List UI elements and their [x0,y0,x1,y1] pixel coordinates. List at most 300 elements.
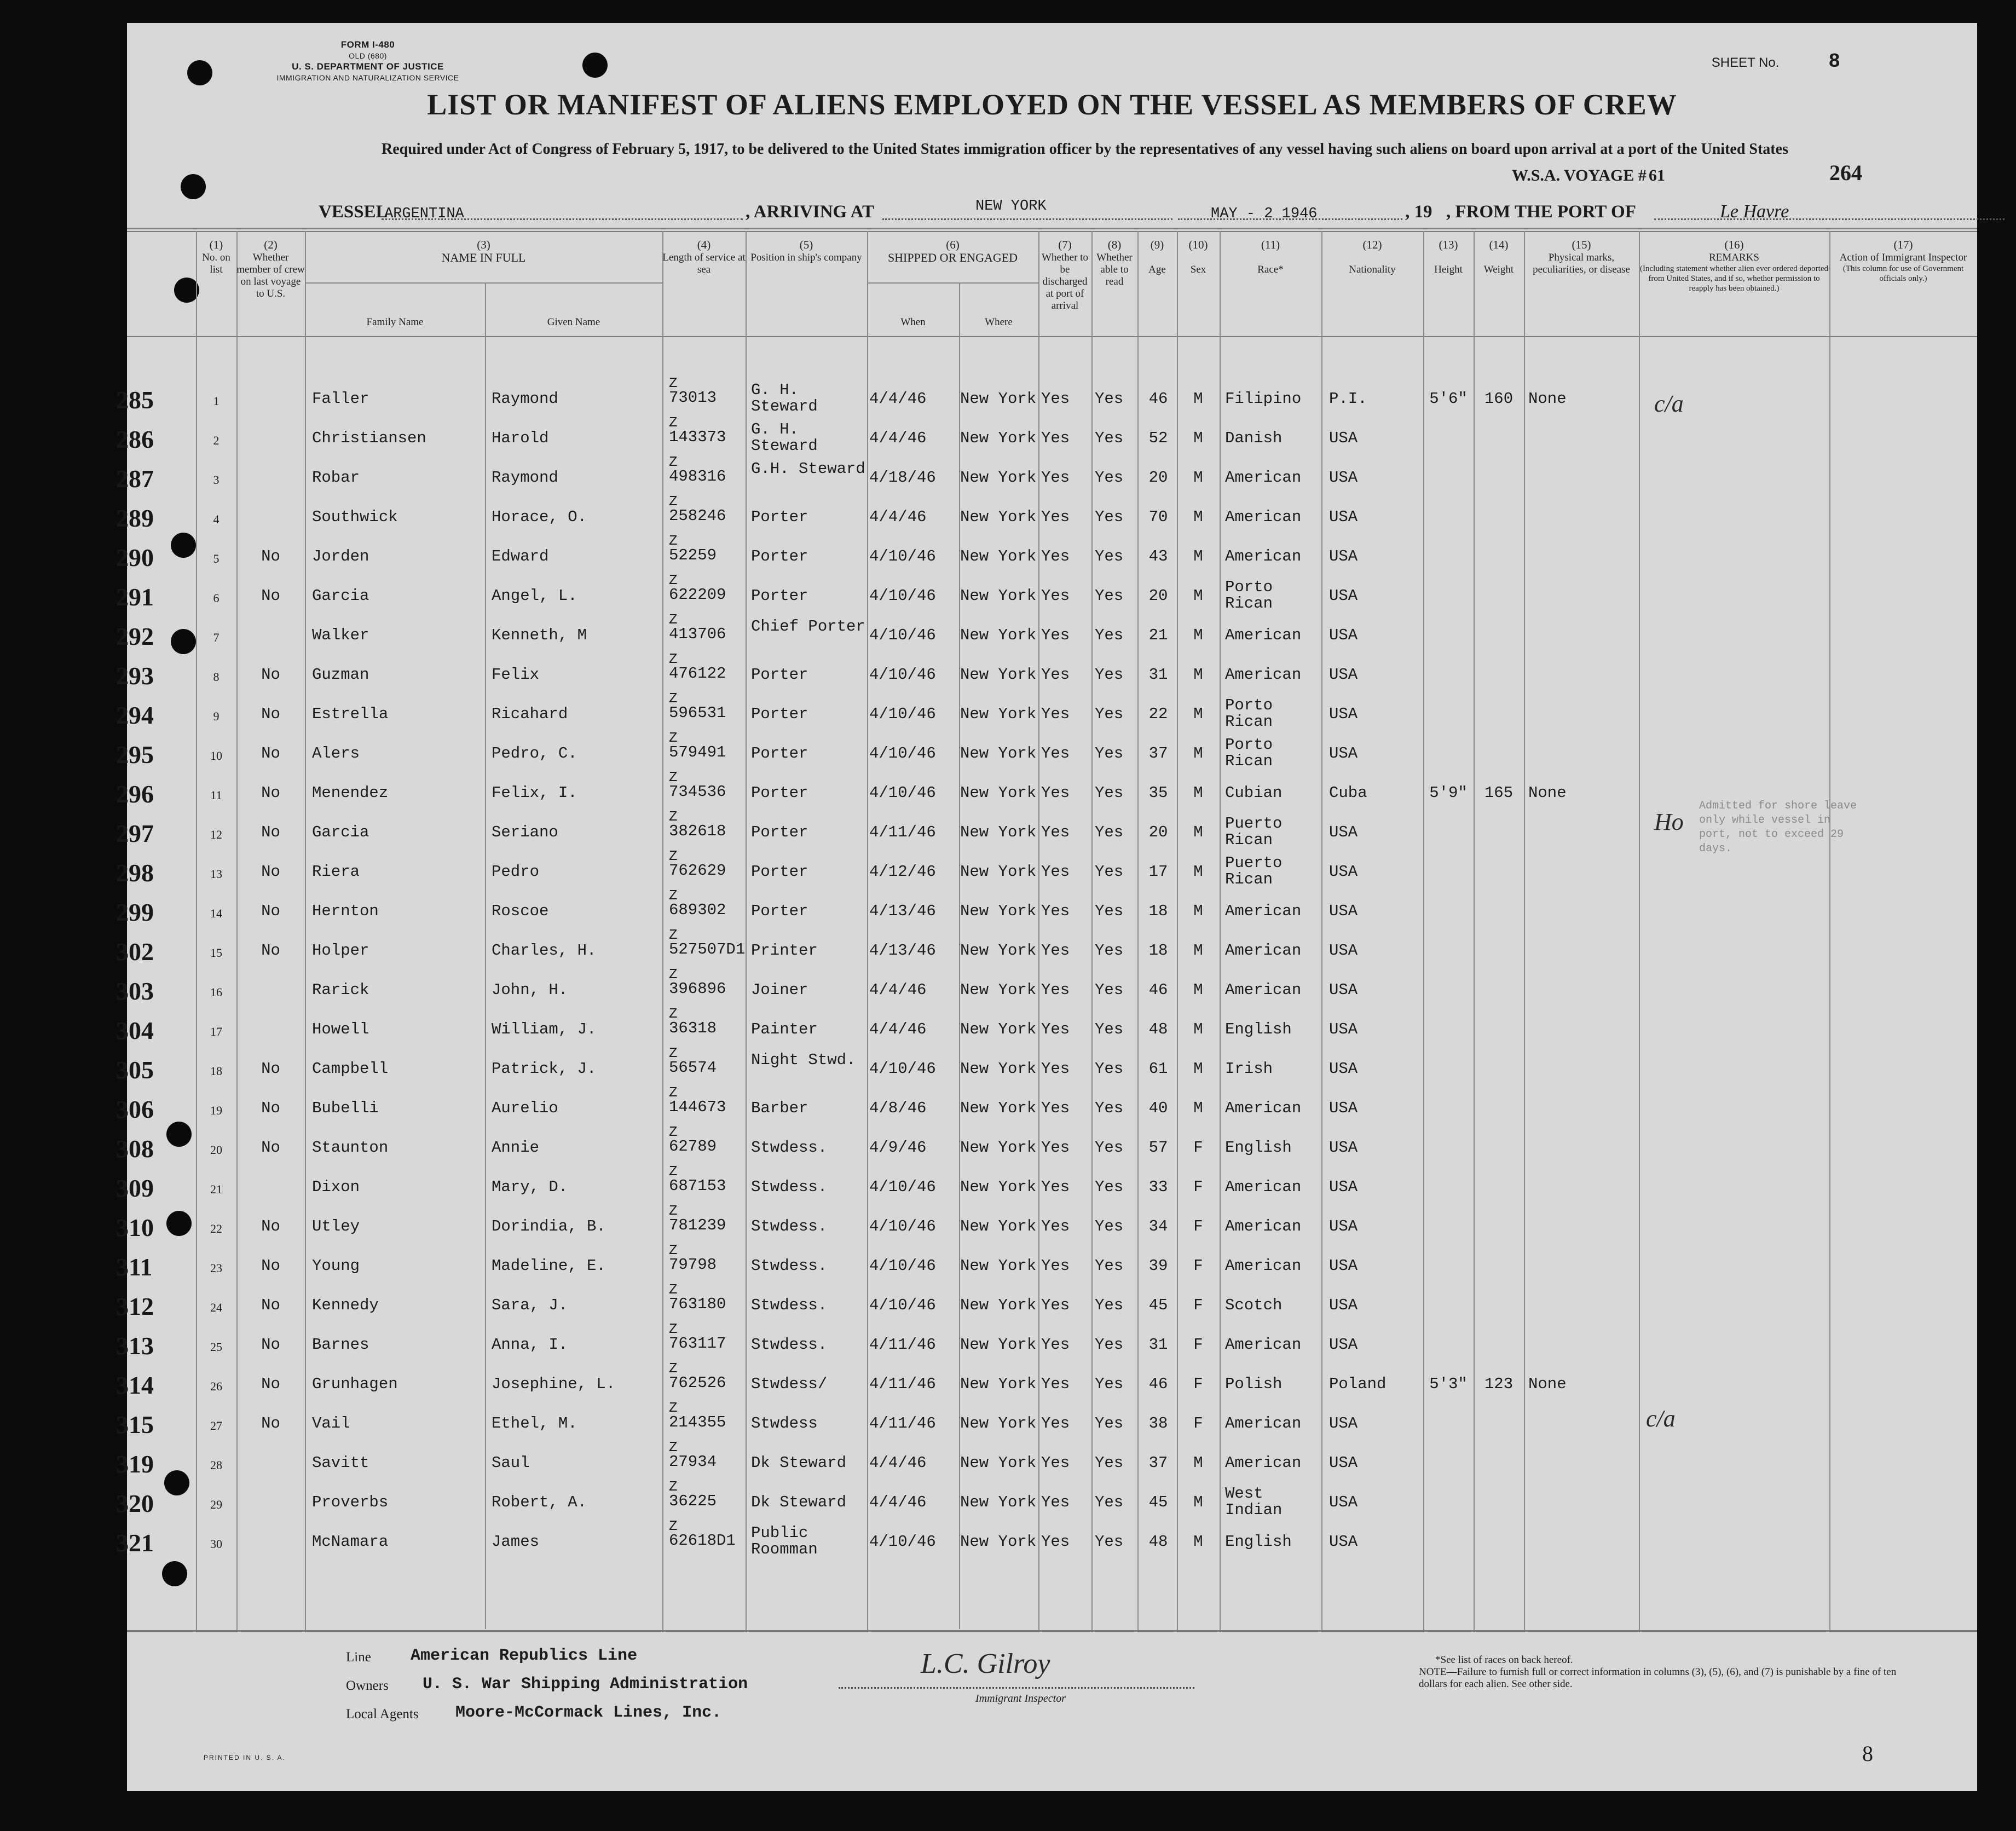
given-name-cell: Aurelio [492,1099,558,1117]
service-length-cell [669,416,746,446]
position-cell: Joiner [751,981,808,999]
vessel-label: VESSEL [319,202,388,222]
able-to-read-cell: Yes [1095,1217,1124,1235]
row-stamp-number: 302 [116,938,154,966]
position-cell: Barber [751,1099,808,1117]
list-number-cell: 11 [210,788,222,802]
table-row [116,454,1977,499]
z-prefix: Z [669,1163,678,1180]
shipped-when-cell: 4/10/46 [869,587,936,605]
given-name-cell: Patrick, J. [492,1060,597,1078]
given-name-cell: Ricahard [492,705,568,723]
service-length-cell [669,613,746,643]
z-prefix: Z [669,572,678,588]
prev-voyage-cell: No [261,1099,280,1117]
given-name-cell: Dorindia, B. [492,1217,606,1235]
table-row [116,1124,1977,1169]
header-col-2: (2) Whether member of crew on last voyage to U.S. [236,238,305,299]
shore-leave-remark: Admitted for shore leave only while vessel in port, not to exceed 29 days. [1699,800,1857,855]
family-name-cell: Walker [312,626,369,644]
list-number-cell: 23 [210,1261,222,1275]
sex-cell: M [1193,1454,1203,1472]
position-cell: Public Roomman [751,1524,818,1558]
nationality-cell: USA [1329,587,1358,605]
table-row [116,611,1977,657]
race-cell: American [1225,902,1302,920]
given-name-cell: Sara, J. [492,1296,568,1314]
discharged-cell: Yes [1041,626,1070,644]
sex-cell: M [1193,508,1203,526]
prev-voyage-cell: No [261,863,280,881]
sex-cell: M [1193,1060,1203,1078]
table-row [116,572,1977,617]
service-length-cell [669,1283,746,1313]
race-cell: American [1225,547,1302,565]
table-row [116,493,1977,539]
service-length-cell [669,574,746,603]
service-length-value: 258246 [669,507,726,525]
z-prefix: Z [669,1006,678,1022]
position-cell: Porter [751,823,808,841]
able-to-read-cell: Yes [1095,1139,1124,1157]
z-prefix: Z [669,808,678,825]
z-prefix: Z [669,1478,678,1495]
z-prefix: Z [669,414,678,431]
table-row [116,1518,1977,1563]
punch-hole [181,174,206,199]
nationality-cell: USA [1329,1060,1358,1078]
age-cell: 35 [1148,784,1168,802]
shipped-when-cell: 4/10/46 [869,666,936,684]
prev-voyage-cell: No [261,902,280,920]
z-prefix: Z [669,927,678,943]
shipped-when-cell: 4/10/46 [869,1533,936,1551]
given-name-cell: Madeline, E. [492,1257,606,1275]
race-cell: English [1225,1533,1292,1551]
service-length-cell [669,1047,746,1076]
z-prefix: Z [669,375,678,391]
row-stamp-number: 295 [116,741,154,769]
service-length-value: 687153 [669,1177,726,1195]
prev-voyage-cell: No [261,942,280,960]
shipped-where-cell: New York [960,1139,1037,1157]
discharged-cell: Yes [1041,981,1070,999]
race-cell: Porto Rican [1225,696,1273,731]
nationality-cell: USA [1329,1336,1358,1354]
discharged-cell: Yes [1041,1336,1070,1354]
age-cell: 34 [1148,1217,1168,1235]
table-row [116,966,1977,1012]
nationality-cell: USA [1329,981,1358,999]
shipped-when-cell: 4/12/46 [869,863,936,881]
nationality-cell: USA [1329,744,1358,763]
shipped-where-cell: New York [960,390,1037,408]
inspector-label: Immigrant Inspector [975,1693,1066,1705]
service-length-value: 622209 [669,586,726,604]
service-length-value: 36225 [669,1492,717,1510]
service-length-value: 689302 [669,901,726,919]
list-number-cell: 6 [213,591,219,605]
punch-hole [187,60,212,85]
family-name-cell: Utley [312,1217,360,1235]
age-cell: 20 [1148,469,1168,487]
position-cell: G. H. Steward [751,381,818,415]
shipped-when-cell: 4/10/46 [869,1060,936,1078]
discharged-cell: Yes [1041,1178,1070,1196]
nationality-cell: USA [1329,508,1358,526]
race-cell: American [1225,1336,1302,1354]
service: IMMIGRATION AND NATURALIZATION SERVICE [276,73,459,82]
family-name-cell: Bubelli [312,1099,379,1117]
shipped-when-cell: 4/10/46 [869,1296,936,1314]
able-to-read-cell: Yes [1095,508,1124,526]
discharged-cell: Yes [1041,547,1070,565]
position-cell: Stwdess. [751,1217,828,1235]
able-to-read-cell: Yes [1095,1336,1124,1354]
from-label: , FROM THE PORT OF [1446,202,1636,222]
service-length-value: 781239 [669,1216,726,1234]
age-cell: 46 [1148,390,1168,408]
row-stamp-number: 320 [116,1489,154,1517]
family-name-cell: Vail [312,1414,350,1433]
penalty-note: NOTE—Failure to furnish full or correct information in columns (3), (5), (6), and (7) is punishable by a fine of ten dollars for each alien. See other side. [1419,1666,1897,1690]
service-length-cell [669,771,746,800]
family-name-cell: Robar [312,469,360,487]
able-to-read-cell: Yes [1095,469,1124,487]
nationality-cell: USA [1329,1493,1358,1511]
race-cell: English [1225,1139,1292,1157]
inspector-signature: L.C. Gilroy [921,1648,1050,1679]
row-stamp-number: 293 [116,662,154,690]
service-length-cell [669,1441,746,1470]
position-cell: Stwdess/ [751,1375,828,1393]
race-cell: Filipino [1225,390,1302,408]
list-number-cell: 2 [213,434,219,447]
from-port: Le Havre [1720,201,1789,222]
nationality-cell: Cuba [1329,784,1367,802]
z-prefix: Z [669,1084,678,1101]
position-cell: G.H. Steward [751,460,865,478]
owners-value: U. S. War Shipping Administration [423,1675,748,1694]
age-cell: 39 [1148,1257,1168,1275]
nationality-cell: USA [1329,1257,1358,1275]
row-stamp-number: 313 [116,1332,154,1360]
shipped-when-cell: 4/10/46 [869,744,936,763]
able-to-read-cell: Yes [1095,626,1124,644]
race-cell: Puerto Rican [1225,815,1283,849]
able-to-read-cell: Yes [1095,547,1124,565]
sex-cell: M [1193,902,1203,920]
race-cell: American [1225,508,1302,526]
age-cell: 46 [1148,1375,1168,1393]
race-cell: Irish [1225,1060,1273,1078]
list-number-cell: 21 [210,1182,222,1196]
age-cell: 57 [1148,1139,1168,1157]
shipped-where-cell: New York [960,547,1037,565]
shipped-where-cell: New York [960,1217,1037,1235]
discharged-cell: Yes [1041,942,1070,960]
list-number-cell: 15 [210,946,222,960]
service-length-value: 413706 [669,625,726,643]
race-cell: Porto Rican [1225,736,1273,770]
service-length-value: 762526 [669,1374,726,1392]
height-cell: 5'9" [1429,784,1468,802]
position-cell: Porter [751,547,808,565]
prev-voyage-cell: No [261,744,280,763]
able-to-read-cell: Yes [1095,390,1124,408]
table-row [116,1281,1977,1327]
race-cell: American [1225,469,1302,487]
shipped-where-cell: New York [960,666,1037,684]
race-cell: Danish [1225,429,1283,447]
able-to-read-cell: Yes [1095,1296,1124,1314]
shipped-when-cell: 4/10/46 [869,1217,936,1235]
z-prefix: Z [669,1321,678,1337]
able-to-read-cell: Yes [1095,863,1124,881]
prev-voyage-cell: No [261,823,280,841]
discharged-cell: Yes [1041,784,1070,802]
family-name-cell: Estrella [312,705,389,723]
nationality-cell: USA [1329,1178,1358,1196]
manifest-sheet [116,23,1977,1791]
list-number-cell: 7 [213,631,219,644]
sex-cell: M [1193,626,1203,644]
shipped-where-cell: New York [960,587,1037,605]
position-cell: Stwdess. [751,1139,828,1157]
shipped-where-cell: New York [960,508,1037,526]
z-prefix: Z [669,1242,678,1258]
sheet-label: SHEET No. [1711,55,1780,70]
family-name-cell: Garcia [312,587,369,605]
service-length-value: 596531 [669,704,726,722]
physical-marks-cell: None [1528,390,1567,408]
z-prefix: Z [669,1439,678,1455]
discharged-cell: Yes [1041,1257,1070,1275]
service-length-value: 56574 [669,1059,717,1077]
sex-cell: M [1193,705,1203,723]
position-cell: Dk Steward [751,1454,847,1472]
vessel-line [319,198,1895,222]
table-row [116,1006,1977,1051]
list-number-cell: 3 [213,473,219,487]
discharged-cell: Yes [1041,705,1070,723]
discharged-cell: Yes [1041,1414,1070,1433]
able-to-read-cell: Yes [1095,1099,1124,1117]
row-stamp-number: 285 [116,386,154,414]
age-cell: 20 [1148,587,1168,605]
header-col-7: (7) Whether to be discharged at port of arrival [1042,238,1088,311]
prev-voyage-cell: No [261,1336,280,1354]
punch-hole [582,53,608,78]
family-name-cell: Grunhagen [312,1375,398,1393]
discharged-cell: Yes [1041,1493,1070,1511]
shipped-when-cell: 4/13/46 [869,902,936,920]
position-cell: Stwdess. [751,1178,828,1196]
service-length-value: 62789 [669,1137,717,1156]
shipped-when-cell: 4/8/46 [869,1099,927,1117]
discharged-cell: Yes [1041,1375,1070,1393]
arrival-date: MAY - 2 1946 [1211,206,1318,222]
family-name-cell: Guzman [312,666,369,684]
row-stamp-number: 291 [116,583,154,611]
service-length-value: 143373 [669,428,726,446]
service-length-value: 62618D1 [669,1532,736,1550]
voyage-number: 61 [1649,166,1665,184]
table-row [116,1321,1977,1366]
shipped-where-cell: New York [960,469,1037,487]
age-cell: 31 [1148,1336,1168,1354]
sex-cell: M [1193,823,1203,841]
service-length-value: 73013 [669,389,717,407]
document-subtitle: Required under Act of Congress of February 5, 1917, to be delivered to the United States immigration officer by the representatives of any vessel having such aliens on board upon arrival at a port of the United States [382,141,1788,158]
position-cell: Porter [751,705,808,723]
line-value: American Republics Line [411,1647,638,1665]
family-name-cell: Howell [312,1020,369,1038]
family-name-cell: Barnes [312,1336,369,1354]
shipped-when-cell: 4/4/46 [869,981,927,999]
shipped-when-cell: 4/11/46 [869,1375,936,1393]
able-to-read-cell: Yes [1095,1020,1124,1038]
shipped-where-cell: New York [960,863,1037,881]
age-cell: 45 [1148,1493,1168,1511]
prev-voyage-cell: No [261,1060,280,1078]
list-number-cell: 4 [213,512,219,526]
sex-cell: F [1193,1139,1203,1157]
header-col-16: (16) REMARKS (Including statement whether alien ever ordered deported from United States, and if so, whether permission to reapply has been obtained.) [1639,238,1829,293]
line-label: Line [346,1650,371,1665]
nationality-cell: USA [1329,1020,1358,1038]
service-length-cell [669,1204,746,1234]
given-name-cell: Charles, H. [492,942,597,960]
service-length-value: 734536 [669,783,726,801]
nationality-cell: USA [1329,1454,1358,1472]
given-name-cell: Horace, O. [492,508,587,526]
nationality-cell: USA [1329,1533,1358,1551]
shipped-when-cell: 4/10/46 [869,1257,936,1275]
service-length-cell [669,1086,746,1116]
z-prefix: Z [669,730,678,746]
sex-cell: M [1193,1533,1203,1551]
footer-note [1419,1654,1901,1690]
sex-cell: M [1193,981,1203,999]
row-stamp-number: 296 [116,780,154,808]
nationality-cell: USA [1329,469,1358,487]
given-name-cell: Mary, D. [492,1178,568,1196]
able-to-read-cell: Yes [1095,823,1124,841]
list-number-cell: 25 [210,1340,222,1354]
service-length-value: 79798 [669,1256,717,1274]
row-stamp-number: 304 [116,1016,154,1044]
position-cell: Porter [751,587,808,605]
service-length-value: 763117 [669,1335,726,1353]
service-length-value: 36318 [669,1019,717,1037]
z-prefix: Z [669,966,678,983]
shipped-where-cell: New York [960,1414,1037,1433]
row-stamp-number: 315 [116,1411,154,1439]
header-col-17: (17) Action of Immigrant Inspector (This column for use of Government officials only.) [1839,238,1967,283]
able-to-read-cell: Yes [1095,429,1124,447]
z-prefix: Z [669,1045,678,1061]
shipped-where-cell: New York [960,902,1037,920]
row-stamp-number: 306 [116,1095,154,1123]
weight-cell: 160 [1484,390,1514,408]
table-row [116,375,1977,420]
able-to-read-cell: Yes [1095,784,1124,802]
prev-voyage-cell: No [261,1217,280,1235]
position-cell: Porter [751,508,808,526]
page-number: 264 [1829,160,1862,185]
list-number-cell: 24 [210,1301,222,1314]
service-length-cell [669,968,746,997]
position-cell: Printer [751,942,818,960]
row-stamp-number: 308 [116,1135,154,1163]
row-stamp-number: 297 [116,819,154,847]
service-length-value: 396896 [669,980,726,998]
race-cell: American [1225,1099,1302,1117]
given-name-cell: John, H. [492,981,568,999]
position-cell: Dk Steward [751,1493,847,1511]
race-cell: American [1225,1454,1302,1472]
discharged-cell: Yes [1041,587,1070,605]
shipped-where-cell: New York [960,1533,1037,1551]
shipped-where-cell: New York [960,1375,1037,1393]
list-number-cell: 17 [210,1025,222,1038]
shipped-when-cell: 4/11/46 [869,1414,936,1433]
age-cell: 37 [1148,1454,1168,1472]
nationality-cell: USA [1329,626,1358,644]
given-name-cell: Seriano [492,823,558,841]
service-length-value: 762629 [669,862,726,880]
header-col-1: (1) No. on list [202,238,230,275]
able-to-read-cell: Yes [1095,1493,1124,1511]
sex-cell: M [1193,666,1203,684]
service-length-cell [669,1165,746,1194]
service-length-cell [669,1322,746,1352]
signature-line [839,1687,1194,1689]
list-number-cell: 5 [213,552,219,565]
row-stamp-number: 294 [116,701,154,729]
service-length-value: 27934 [669,1453,717,1471]
service-length-cell [669,534,746,564]
age-cell: 17 [1148,863,1168,881]
given-name-cell: Raymond [492,390,558,408]
sex-cell: M [1193,469,1203,487]
race-cell: English [1225,1020,1292,1038]
table-row [116,1478,1977,1524]
prev-voyage-cell: No [261,547,280,565]
shipped-when-cell: 4/4/46 [869,1020,927,1038]
race-cell: Scotch [1225,1296,1283,1314]
shipped-when-cell: 4/4/46 [869,1454,927,1472]
list-number-cell: 14 [210,906,222,920]
list-number-cell: 8 [213,670,219,684]
header-when: When [900,316,926,328]
shipped-when-cell: 4/10/46 [869,784,936,802]
discharged-cell: Yes [1041,1060,1070,1078]
sheet-number [1712,50,1840,73]
family-name-cell: Proverbs [312,1493,389,1511]
z-prefix: Z [669,1203,678,1219]
family-name-cell: Garcia [312,823,369,841]
header-family-name: Family Name [366,316,424,328]
service-length-value: 579491 [669,743,726,761]
discharged-cell: Yes [1041,508,1070,526]
discharged-cell: Yes [1041,390,1070,408]
sex-cell: M [1193,1020,1203,1038]
table-row [116,927,1977,972]
list-number-cell: 19 [210,1104,222,1117]
service-length-cell [669,1125,746,1155]
